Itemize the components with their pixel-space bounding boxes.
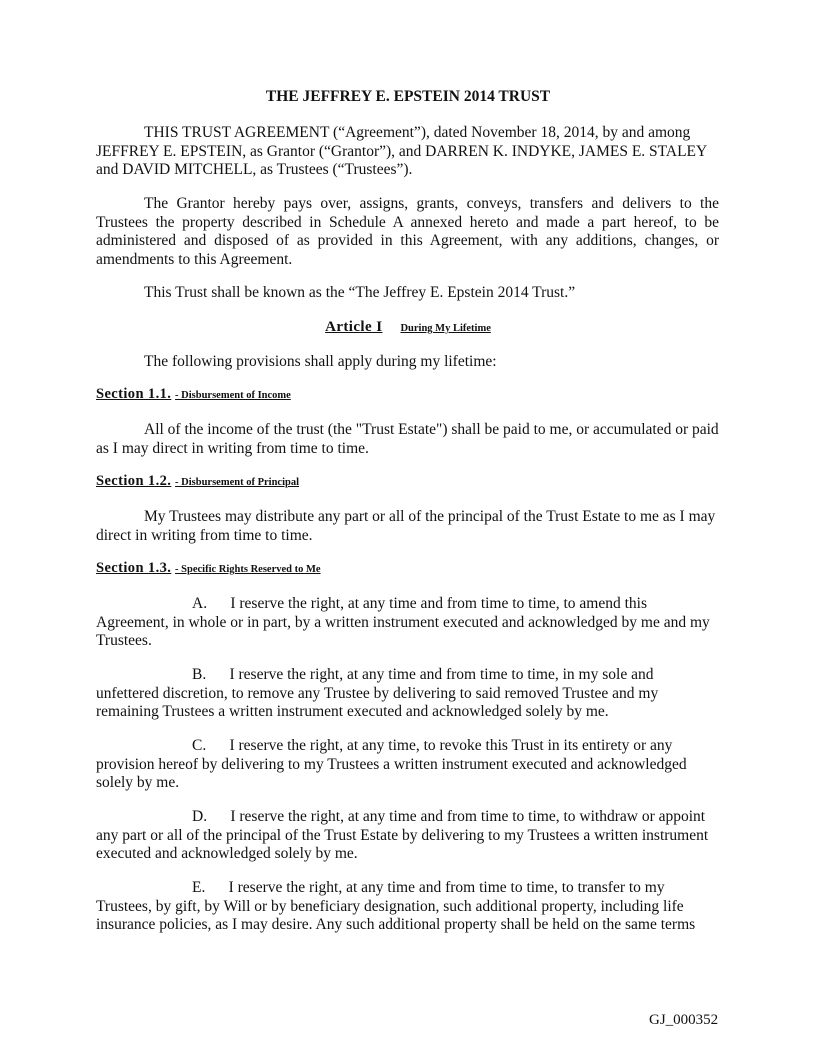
- right-letter: B.: [192, 666, 207, 683]
- right-text: I reserve the right, at any time, to revoke this Trust in its entirety or any provision hereof by delivering to my Trustees a written instrument executed and acknowledged solely by me.: [96, 737, 687, 791]
- right-item-c: [96, 737, 719, 793]
- section-subtitle: - Disbursement of Income: [175, 390, 291, 401]
- bates-number: GJ_000352: [649, 1012, 719, 1028]
- right-text: I reserve the right, at any time and from time to time, to amend this Agreement, in whole or in part, by a written instrument executed and acknowledged by me and my Trustees.: [96, 595, 710, 649]
- section-subtitle: - Specific Rights Reserved to Me: [175, 564, 321, 575]
- known-as-paragraph: This Trust shall be known as the “The Jeffrey E. Epstein 2014 Trust.”: [144, 284, 576, 301]
- article-label: Article I: [325, 319, 383, 335]
- right-text: I reserve the right, at any time and from time to time, to withdraw or appoint any part or all of the principal of the Trust Estate by delivering to my Trustees a written instrument executed and acknowledged solely by me.: [96, 808, 709, 862]
- right-letter: A.: [192, 595, 208, 612]
- section-heading-1-3: [96, 560, 321, 577]
- right-item-d: [96, 808, 719, 864]
- section-1-2-text: My Trustees may distribute any part or all of the principal of the Trust Estate to me as I may direct in writing from time to time.: [96, 508, 716, 544]
- section-subtitle: - Disbursement of Principal: [175, 477, 299, 488]
- section-label: Section 1.1.: [96, 386, 172, 402]
- right-item-b: [96, 666, 719, 722]
- section-label: Section 1.2.: [96, 473, 172, 489]
- right-item-e: [96, 879, 719, 935]
- document-title: THE JEFFREY E. EPSTEIN 2014 TRUST: [265, 88, 551, 105]
- section-label: Section 1.3.: [96, 560, 172, 576]
- right-letter: C.: [192, 737, 207, 754]
- intro-paragraph: THIS TRUST AGREEMENT (“Agreement”), dated November 18, 2014, by and among JEFFREY E. EPSTEIN, as Grantor (“Grantor”), and DARREN K. INDYKE, JAMES E. STALEY and DAVID MITCHELL, as Trustees (“Trustees”).: [96, 124, 707, 178]
- section-1-1-text: All of the income of the trust (the "Trust Estate") shall be paid to me, or accumulated or paid as I may direct in writing from time to time.: [96, 421, 719, 457]
- section-heading-1-1: [96, 386, 291, 403]
- right-item-a: [96, 595, 719, 651]
- right-text: I reserve the right, at any time and from time to time, in my sole and unfettered discretion, to remove any Trustee by delivering to said removed Trustee and my remaining Trustees a written instrument executed and acknowledged solely by me.: [96, 666, 659, 720]
- grant-paragraph: The Grantor hereby pays over, assigns, grants, conveys, transfers and delivers to the Trustees the property described in Schedule A annexed hereto and made a part hereof, to be administered and disposed of as provided in this Agreement, with any additions, changes, or amendments to this Agreement.: [96, 195, 719, 268]
- right-text: I reserve the right, at any time and from time to time, to transfer to my Trustees, by gift, by Will or by beneficiary designation, such additional property, including life insurance policies, as I may desire. Any such additional property shall be held on the same terms: [96, 879, 696, 933]
- right-letter: E.: [192, 879, 206, 896]
- right-letter: D.: [192, 808, 208, 825]
- article-lead-paragraph: The following provisions shall apply during my lifetime:: [144, 353, 497, 370]
- section-heading-1-2: [96, 473, 299, 490]
- article-subtitle: During My Lifetime: [400, 323, 491, 334]
- article-heading: [0, 318, 816, 336]
